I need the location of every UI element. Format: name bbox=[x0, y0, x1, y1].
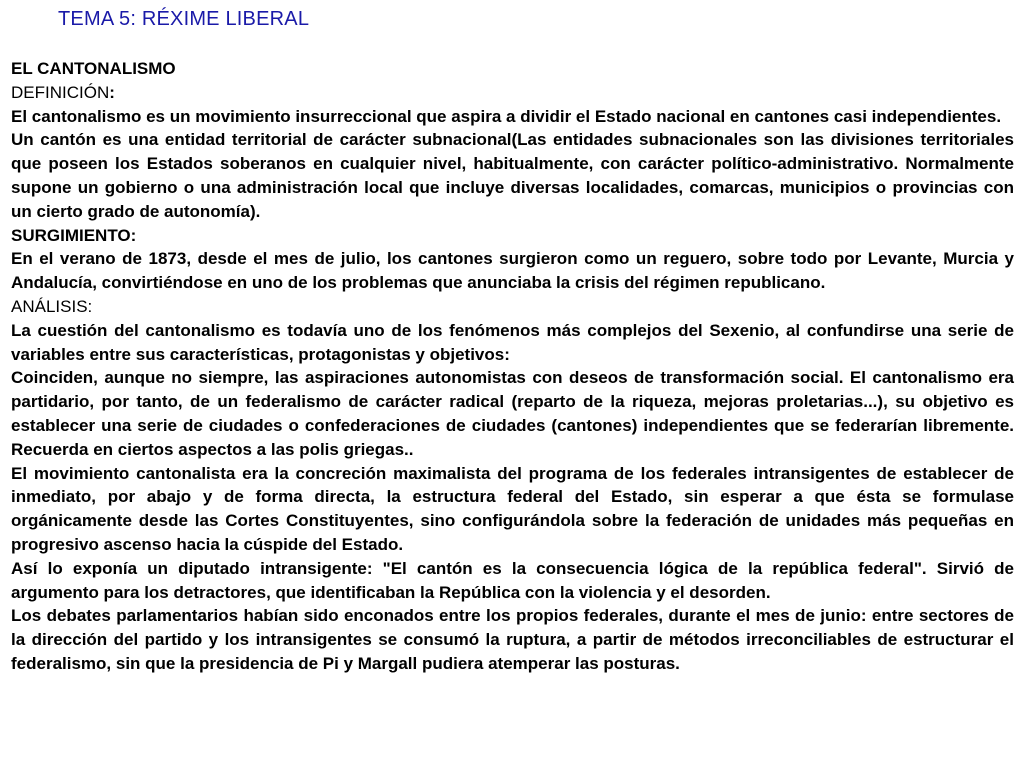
analisis-paragraph-3: El movimiento cantonalista era la concreción maximalista del programa de los federales intransigentes de establecer de inmediato, por abajo y de forma directa, la estructura federal del Estado, sin esperar a que ésta se formulase orgánicamente desde las Cortes Constituyentes, sino configurándola sobre la federación de unidades más pequeñas en progresivo ascenso hacia la cúspide del Estado. bbox=[11, 463, 1014, 554]
surgimiento-paragraph-1: En el verano de 1873, desde el mes de julio, los cantones surgieron como un reguero, sobre todo por Levante, Murcia y Andalucía, convirtiéndose en uno de los problemas que anunciaba la crisis del régimen republicano. bbox=[11, 249, 1014, 293]
definicion-colon: : bbox=[109, 82, 115, 102]
analisis-paragraph-5: Los debates parlamentarios habían sido enconados entre los propios federales, durante el mes de junio: entre sectores de la dirección del partido y los intransigentes se consumó la ruptura, a partir de métodos irreconciliables de estructurar el federalismo, sin que la presidencia de Pi y Margall pudiera atemperar las posturas. bbox=[11, 606, 1014, 673]
definicion-paragraph-1: El cantonalismo es un movimiento insurreccional que aspira a dividir el Estado nacional en cantones casi independientes. bbox=[11, 106, 1002, 126]
page-title: TEMA 5: RÉXIME LIBERAL bbox=[58, 8, 310, 30]
surgimiento-heading: SURGIMIENTO: bbox=[11, 225, 137, 245]
analisis-paragraph-2: Coinciden, aunque no siempre, las aspiraciones autonomistas con deseos de transformación social. El cantonalismo era partidario, por tanto, de un federalismo de carácter radical (reparto de la riqueza, mejoras proletarias...), su objetivo es establecer una serie de ciudades o confederaciones de ciudades (cantones) independientes que se federarían libremente. Recuerda en ciertos aspectos a las polis griegas.. bbox=[11, 368, 1014, 459]
analisis-paragraph-4: Así lo exponía un diputado intransigente: "El cantón es la consecuencia lógica de la república federal". Sirvió de argumento para los detractores, que identificaban la República con la violencia y el desorden. bbox=[11, 558, 1014, 602]
document-body bbox=[11, 57, 1014, 676]
definicion-label: DEFINICIÓN bbox=[11, 82, 110, 102]
definicion-heading bbox=[11, 81, 1014, 105]
section-heading: EL CANTONALISMO bbox=[11, 59, 176, 78]
analisis-paragraph-1: La cuestión del cantonalismo es todavía uno de los fenómenos más complejos del Sexenio, al confundirse una serie de variables entre sus características, protagonistas y objetivos: bbox=[11, 320, 1014, 364]
analisis-heading: ANÁLISIS: bbox=[11, 296, 93, 316]
definicion-paragraph-2: Un cantón es una entidad territorial de carácter subnacional(Las entidades subnacionales son las divisiones territoriales que poseen los Estados soberanos en cualquier nivel, habitualmente, con carácter político-administrativo. Normalmente supone un gobierno o una administración local que incluye diversas localidades, comarcas, municipios o provincias con un cierto grado de autonomía). bbox=[11, 130, 1014, 221]
